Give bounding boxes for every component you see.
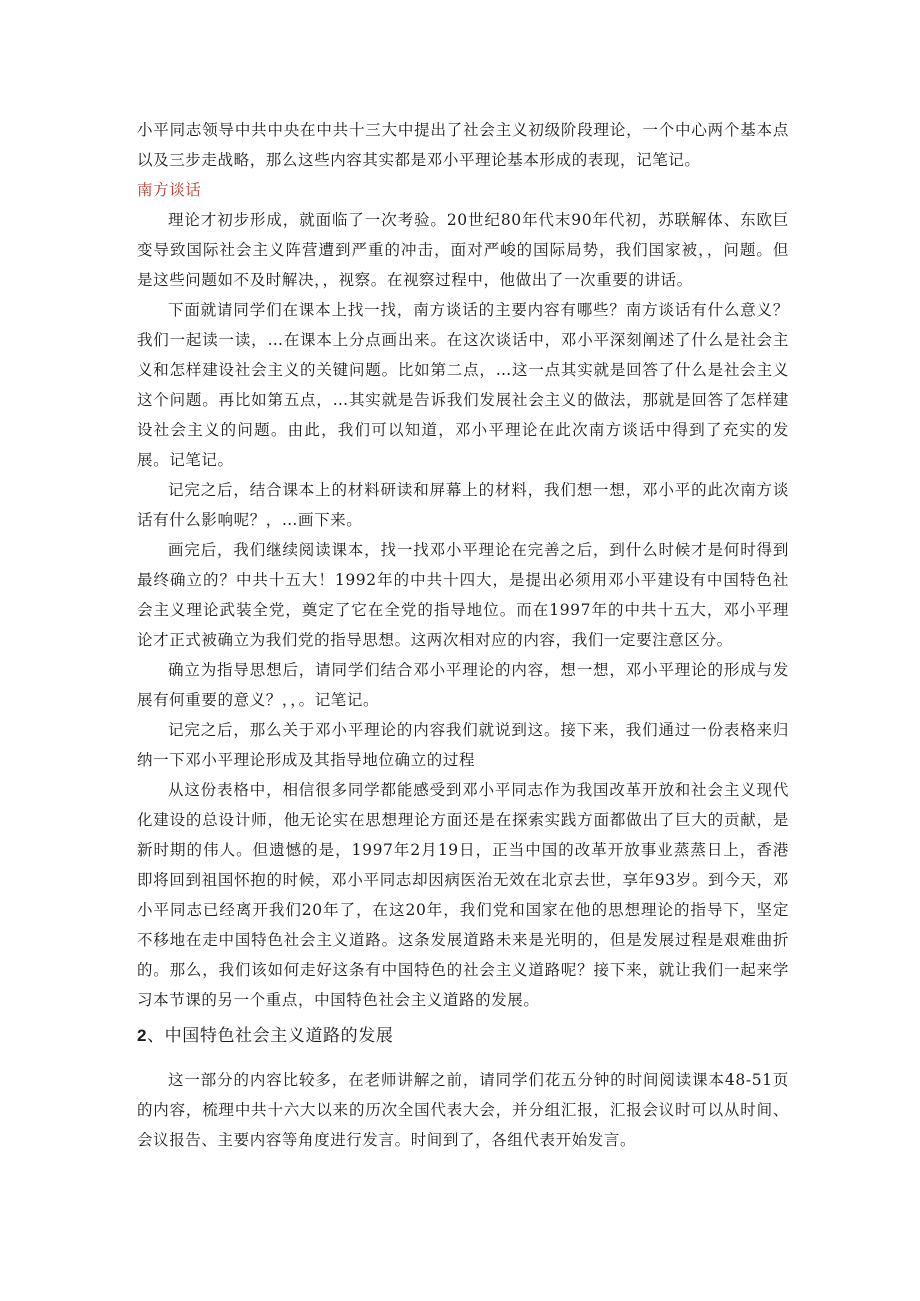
intro-paragraph: 小平同志领导中共中央在中共十三大中提出了社会主义初级阶段理论，一个中心两个基本点以及三步走战略，那么这些内容其实都是邓小平理论基本形成的表现，记笔记。: [137, 121, 789, 169]
document-body: [137, 115, 789, 1155]
body-paragraph-5: 确立为指导思想后，请同学们结合邓小平理论的内容，想一想，邓小平理论的形成与发展有何重要的意义？，，。记笔记。: [137, 661, 789, 709]
section-heading: [137, 1021, 789, 1051]
section-paragraph-1: 这一部分的内容比较多，在老师讲解之前，请同学们花五分钟的时间阅读课本48-51页的内容，梳理中共十六大以来的历次全国代表大会，并分组汇报，汇报会议时可以从时间、会议报告、主要内容等角度进行发言。时间到了，各组代表开始发言。: [137, 1071, 789, 1149]
body-paragraph-6: 记完之后，那么关于邓小平理论的内容我们就说到这。接下来，我们通过一份表格来归纳一下邓小平理论形成及其指导地位确立的过程: [137, 721, 789, 769]
body-paragraph-1: 理论才初步形成，就面临了一次考验。20世纪80年代末90年代初，苏联解体、东欧巨变导致国际社会主义阵营遭到严重的冲击，面对严峻的国际局势，我们国家被，，问题。但是这些问题如不及时解决，，视察。在视察过程中，他做出了一次重要的讲话。: [137, 211, 789, 289]
subheading-southern-talks: 南方谈话: [137, 181, 202, 199]
body-paragraph-4: 画完后，我们继续阅读课本，找一找邓小平理论在完善之后，到什么时候才是何时得到最终确立的？中共十五大！1992年的中共十四大，是提出必须用邓小平建设有中国特色社会主义理论武装全党，奠定了它在全党的指导地位。而在1997年的中共十五大，邓小平理论才正式被确立为我们党的指导思想。这两次相对应的内容，我们一定要注意区分。: [137, 541, 789, 649]
body-paragraph-3: 记完之后，结合课本上的材料研读和屏幕上的材料，我们想一想，邓小平的此次南方谈话有什么影响呢？，…画下来。: [137, 481, 789, 529]
section-title: 、中国特色社会主义道路的发展: [147, 1026, 394, 1046]
body-paragraph-2: 下面就请同学们在课本上找一找，南方谈话的主要内容有哪些？南方谈话有什么意义？我们一起读一读，…在课本上分点画出来。在这次谈话中，邓小平深刻阐述了什么是社会主义和怎样建设社会主义的关键问题。比如第二点，…这一点其实就是回答了什么是社会主义这个问题。再比如第五点，…其实就是告诉我们发展社会主义的做法，那就是回答了怎样建设社会主义的问题。由此，我们可以知道，邓小平理论在此次南方谈话中得到了充实的发展。记笔记。: [137, 301, 789, 469]
section-number: 2: [137, 1026, 148, 1045]
body-paragraph-7: 从这份表格中，相信很多同学都能感受到邓小平同志作为我国改革开放和社会主义现代化建设的总设计师，他无论实在思想理论方面还是在探索实践方面都做出了巨大的贡献，是新时期的伟人。但遗憾的是，1997年2月19日，正当中国的改革开放事业蒸蒸日上，香港即将回到祖国怀抱的时候，邓小平同志却因病医治无效在北京去世，享年93岁。到今天，邓小平同志已经离开我们20年了，在这20年，我们党和国家在他的思想理论的指导下，坚定不移地在走中国特色社会主义道路。这条发展道路未来是光明的，但是发展过程是艰难曲折的。那么，我们该如何走好这条有中国特色的社会主义道路呢？接下来，就让我们一起来学习本节课的另一个重点，中国特色社会主义道路的发展。: [137, 781, 789, 1009]
